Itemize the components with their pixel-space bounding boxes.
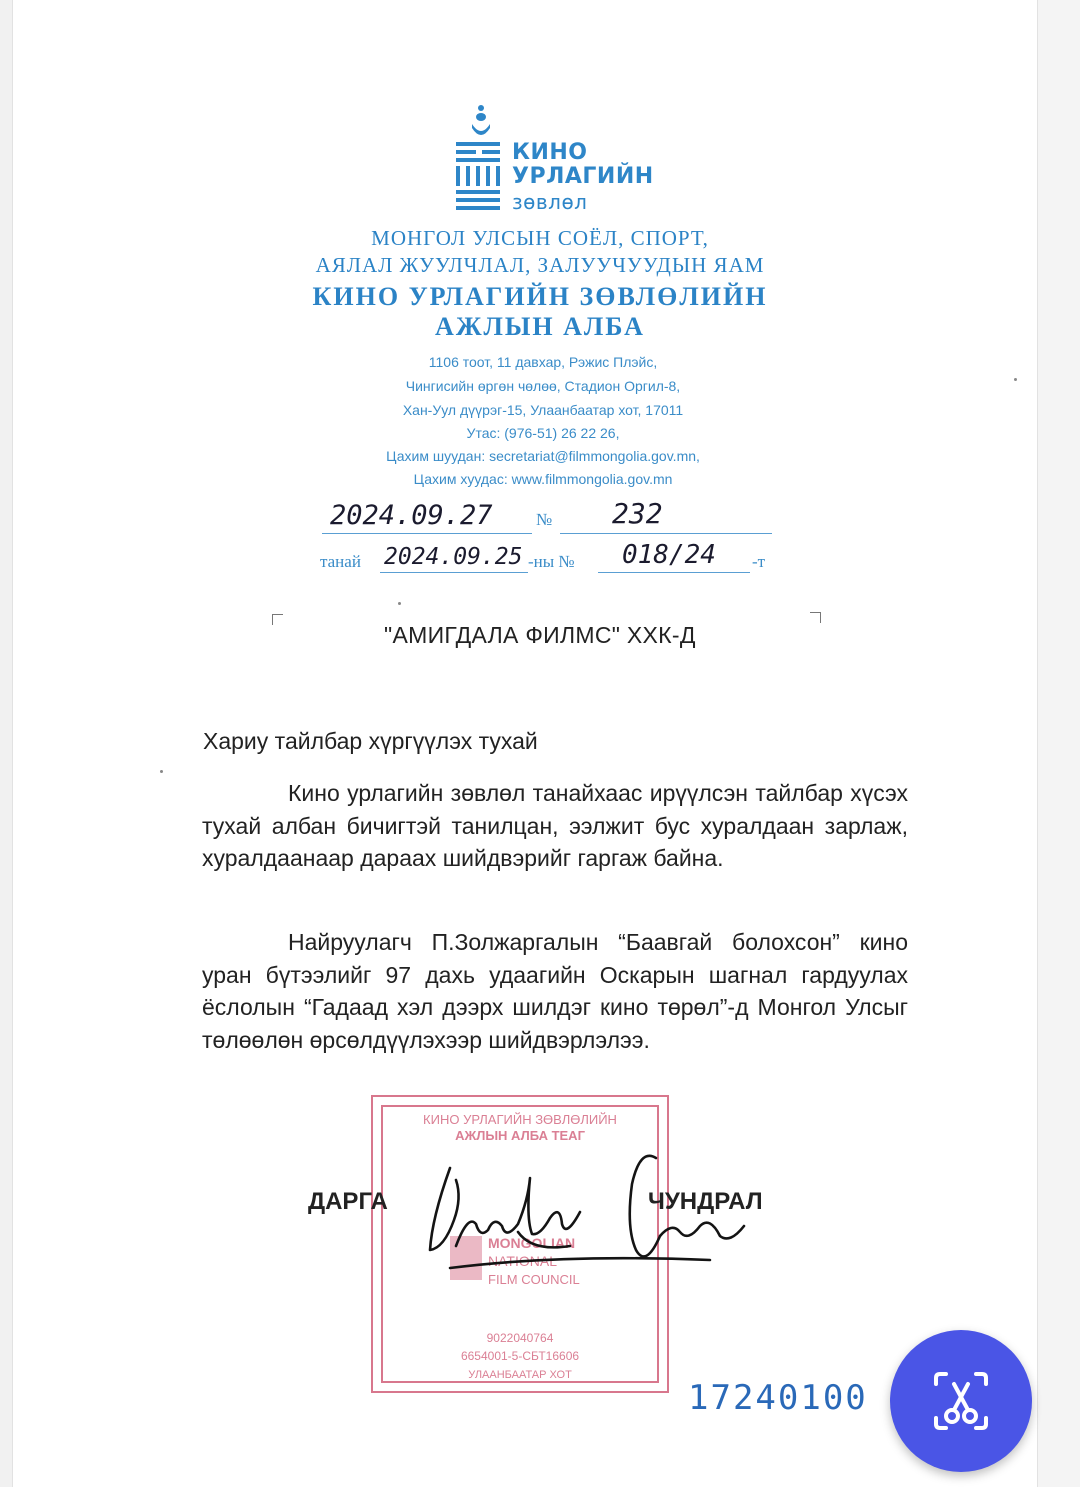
signatory-title: ДАРГА [308,1188,388,1215]
office-line2: АЖЛЫН АЛБА [435,312,645,341]
number-label: № [536,510,553,529]
logo-text-line3: зөвлөл [512,190,588,214]
ministry-line2: АЯЛАЛ ЖУУЛЧЛАЛ, ЗАЛУУЧУУДЫН ЯАМ [315,253,765,277]
registration-number: 17240100 [688,1378,868,1418]
stamp-en-line2: NATIONAL [488,1253,557,1269]
your-letter-date: 2024.09.25 [384,544,523,570]
address-website: Цахим хуудас: www.filmmongolia.gov.mn [413,471,673,487]
stamp-en-line1: MONGOLIAN [488,1235,576,1251]
viewer-left-edge [0,0,13,1487]
signatory-name: ЧУНДРАЛ [648,1188,763,1215]
logo-text-line2: УРЛАГИЙН [512,164,654,189]
your-number-label: -ны № [528,552,575,571]
your-label: танай [320,552,361,571]
viewer-right-edge [1037,0,1080,1487]
stamp-city: УЛААНБААТАР ХОТ [468,1369,572,1381]
address-line2: Чингисийн өргөн чөлөө, Стадион Оргил-8, [405,378,681,394]
logo-text-line1: КИНО [512,140,588,165]
ministry-line1: МОНГОЛ УЛСЫН СОЁЛ, СПОРТ, [371,226,709,250]
stamp-reg1: 9022040764 [486,1331,554,1345]
scan-speck [398,602,401,605]
letter-number: 232 [612,497,663,530]
number-underline [560,533,772,534]
recipient: "АМИГДАЛА ФИЛМС" ХХК-Д [384,622,696,648]
stamp-reg2: 6654001-5-СБТ16606 [460,1349,580,1363]
address-line3: Хан-Уул дүүрэг-15, Улаанбаатар хот, 17011 [402,402,684,418]
address-line1: 1106 тоот, 11 давхар, Рэжис Плэйс, [428,354,658,370]
scan-speck [1014,378,1017,381]
address-phone: Утас: (976-51) 26 22 26, [466,425,620,441]
reference-tail: -т [752,552,766,571]
screenshot-crop-button[interactable] [890,1330,1032,1472]
screenshot-crop-scissors-icon [890,1330,1032,1472]
stamp-top-line2: АЖЛЫН АЛБА ТЕАГ [455,1128,585,1143]
body-paragraph-1: Кино урлагийн зөвлөл танайхаас ирүүлсэн тайлбар хүсэх тухай албан бичигтэй танилцан, ээлжит бус хуралдаан зарлаж, хуралдаанаар дараах шийдвэрийг гаргаж байна. [202,780,908,871]
letter-subject: Хариу тайлбар хүргүүлэх тухай [203,728,538,754]
scan-speck [160,770,163,773]
body-paragraph-2: Найруулагч П.Золжаргалын “Баавгай болохсон” кино уран бүтээлийг 97 дахь удаагийн Оскарын шагнал гардуулах ёслолын “Гадаад хэл дээрх шилдэг кино төрөл”-д Монгол Улсыг төлөөлөн өрсөлдүүлэхээр шийдвэрлэлээ. [202,929,908,1053]
stamp-top-line1: КИНО УРЛАГИЙН ЗӨВЛӨЛИЙН [423,1112,617,1127]
your-number-underline [598,572,750,573]
address-corner-right [810,612,821,623]
handwritten-signature [410,1128,750,1288]
your-date-underline [380,572,528,573]
letter-date: 2024.09.27 [330,500,493,531]
address-corner-left [272,614,283,625]
address-email: Цахим шуудан: secretariat@filmmongolia.gov.mn, [386,448,700,464]
office-line1: КИНО УРЛАГИЙН ЗӨВЛӨЛИЙН [312,282,768,311]
date-underline [322,533,532,534]
stamp-en-line3: FILM COUNCIL [488,1272,580,1287]
your-letter-number: 018/24 [622,540,716,570]
